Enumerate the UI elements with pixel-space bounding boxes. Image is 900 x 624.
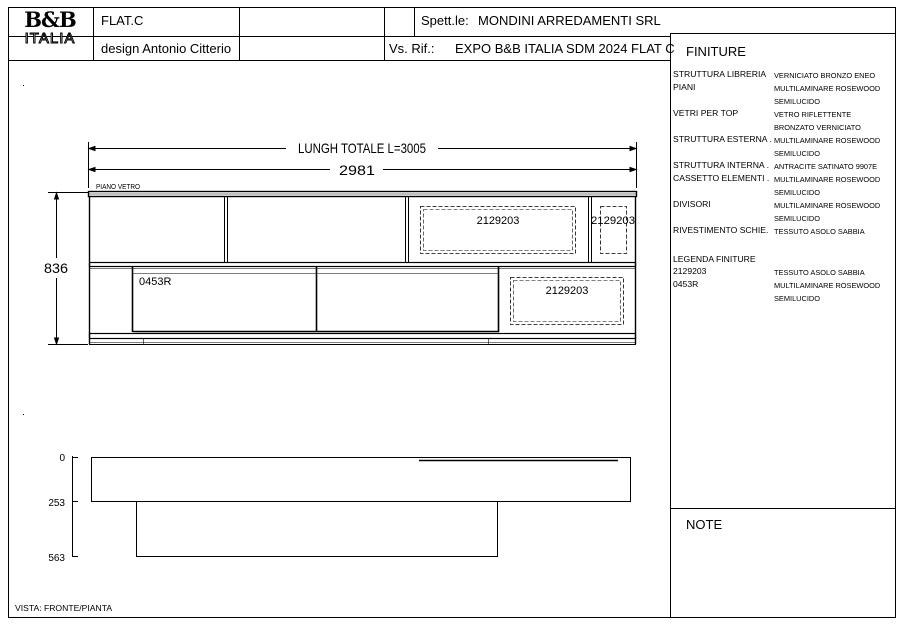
stray-dot — [23, 85, 24, 86]
plan-tick-label: 563 — [48, 553, 65, 564]
brand-logo-bottom: ITALIA — [24, 30, 76, 47]
finiture-label: CASSETTO ELEMENTI . — [673, 173, 770, 183]
plan-tick-label: 0 — [59, 453, 65, 464]
finiture-value: ANTRACITE SATINATO 9907E — [774, 162, 878, 171]
total-length-label: LUNGH TOTALE L=3005 — [298, 140, 427, 156]
finiture-row — [673, 225, 895, 238]
finiture-row — [673, 108, 895, 121]
client-label: Spett.le: — [421, 13, 469, 28]
legend-list — [673, 266, 895, 305]
client-value: MONDINI ARREDAMENTI SRL — [478, 13, 661, 28]
finiture-value: VERNICIATO BRONZO ENEO — [774, 71, 876, 80]
height-label: 836 — [44, 260, 69, 276]
finiture-row — [673, 212, 895, 225]
legend-title: LEGENDA FINITURE — [673, 254, 756, 264]
finiture-label: RIVESTIMENTO SCHIE. — [673, 225, 769, 235]
legend-value: SEMILUCIDO — [774, 294, 820, 303]
finiture-row — [673, 186, 895, 199]
stray-dot — [23, 414, 24, 415]
legend-code: 0453R — [673, 279, 699, 289]
front-elevation — [88, 192, 637, 345]
finiture-value: VETRO RIFLETTENTE — [774, 110, 852, 119]
legend-row — [673, 292, 895, 305]
glass-top-label: PIANO VETRO — [96, 184, 141, 191]
finiture-value: SEMILUCIDO — [774, 97, 820, 106]
panel-label: 2129203 — [591, 215, 635, 227]
finiture-title: FINITURE — [686, 44, 746, 59]
finiture-value: BRONZATO VERNICIATO — [774, 123, 861, 132]
designer-name: design Antonio Citterio — [101, 41, 232, 56]
legend-value: TESSUTO ASOLO SABBIA — [774, 268, 865, 277]
reference-label: Vs. Rif.: — [389, 41, 435, 56]
finiture-row — [673, 173, 895, 186]
finiture-label: PIANI — [673, 82, 696, 92]
finiture-value: MULTILAMINARE ROSEWOOD — [774, 201, 881, 210]
finiture-row — [673, 147, 895, 160]
finiture-row — [673, 134, 895, 147]
finiture-value: SEMILUCIDO — [774, 214, 820, 223]
finiture-value: MULTILAMINARE ROSEWOOD — [774, 175, 881, 184]
finiture-row — [673, 160, 895, 173]
finiture-row — [673, 121, 895, 134]
finiture-row — [673, 199, 895, 212]
finiture-list — [673, 69, 895, 238]
plan-view — [72, 456, 631, 557]
finiture-row — [673, 69, 895, 82]
finiture-value: MULTILAMINARE ROSEWOOD — [774, 136, 881, 145]
finiture-label: STRUTTURA INTERNA . — [673, 160, 769, 170]
legend-row — [673, 266, 895, 279]
product-name: FLAT.C — [101, 13, 144, 28]
reference-value: EXPO B&B ITALIA SDM 2024 FLAT C — [455, 42, 675, 56]
legend-code: 2129203 — [673, 266, 707, 276]
notes-title: NOTE — [686, 517, 723, 532]
panel-label: 2129203 — [545, 285, 589, 297]
finiture-label: DIVISORI — [673, 199, 711, 209]
finiture-row — [673, 95, 895, 108]
panel-label: 0453R — [139, 276, 172, 288]
legend-row — [673, 279, 895, 292]
finiture-row — [673, 82, 895, 95]
plan-tick-label: 253 — [48, 498, 65, 509]
finiture-value: SEMILUCIDO — [774, 149, 820, 158]
finiture-value: SEMILUCIDO — [774, 188, 820, 197]
finiture-value: MULTILAMINARE ROSEWOOD — [774, 84, 881, 93]
legend-value: MULTILAMINARE ROSEWOOD — [774, 281, 881, 290]
finiture-value: TESSUTO ASOLO SABBIA — [774, 227, 865, 236]
finiture-label: STRUTTURA ESTERNA . — [673, 134, 772, 144]
finiture-label: VETRI PER TOP — [673, 108, 739, 118]
panel-label: 2129203 — [476, 215, 520, 227]
view-label: VISTA: FRONTE/PIANTA — [15, 603, 113, 613]
inner-length-label: 2981 — [339, 162, 376, 178]
finiture-label: STRUTTURA LIBRERIA — [673, 69, 767, 79]
brand-logo-top: B&B — [24, 7, 76, 32]
